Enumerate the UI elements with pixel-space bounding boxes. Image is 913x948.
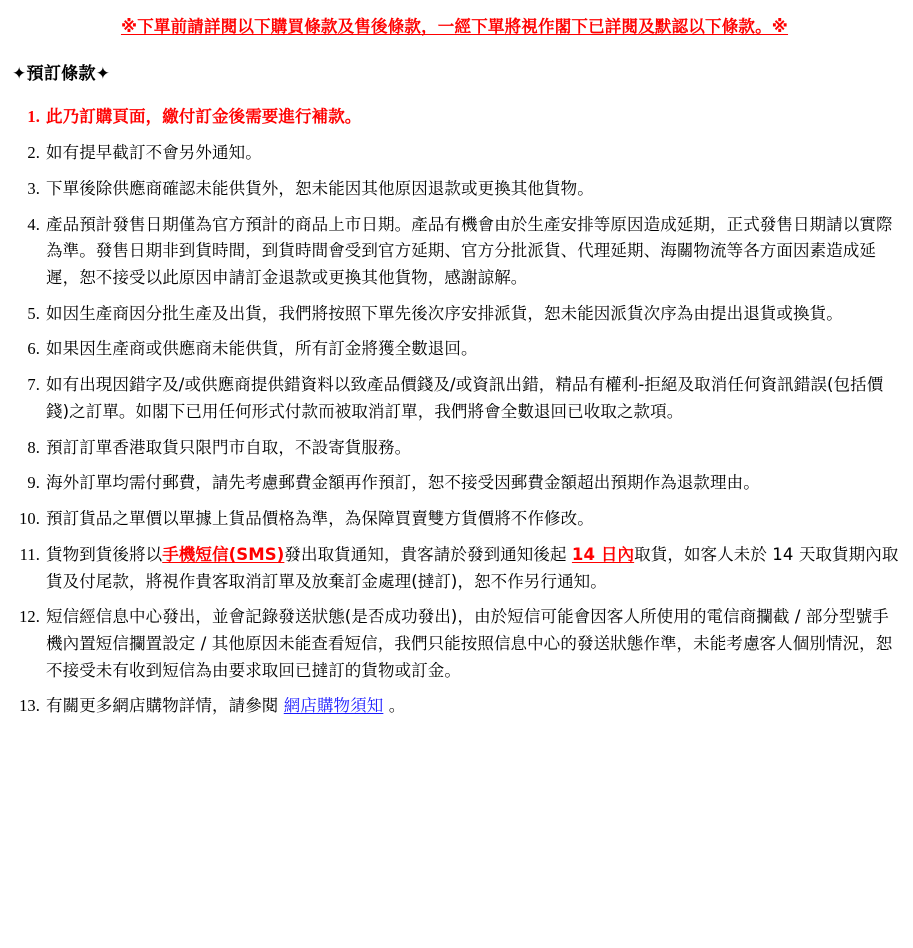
list-item-text: 如有提早截訂不會另外通知。	[46, 143, 262, 163]
list-item	[8, 176, 901, 203]
list-item-number: 3.	[27, 178, 40, 198]
list-item-text	[46, 696, 405, 715]
list-item-text: 短信經信息中心發出，並會記錄發送狀態(是否成功發出)，由於短信可能會因客人所使用的電信商攔截 / 部分型號手機內置短信攔置設定 / 其他原因未能查看短信，我們只能按照信息中心的發送狀態作準，未能考慮客人個別情況，恕不接受未有收到短信為由要求取回已撻訂的貨物或訂金。	[46, 607, 893, 680]
list-item	[8, 212, 901, 292]
list-item-text: 產品預計發售日期僅為官方預計的商品上市日期。產品有機會由於生產安排等原因造成延期，正式發售日期請以實際為準。發售日期非到貨時間，到貨時間會受到官方延期、官方分批派貨、代理延期、海關物流等各方面因素造成延遲，恕不接受以此原因申請訂金退款或更換其他貨物，感謝諒解。	[46, 214, 893, 288]
list-item-text: 下單後除供應商確認未能供貨外，恕未能因其他原因退款或更換其他貨物。	[46, 178, 594, 198]
list-item-text: 如有出現因錯字及/或供應商提供錯資料以致產品價錢及/或資訊出錯，精品有權利-拒絕及取消任何資訊錯誤(包括價錢)之訂單。如閣下已用任何形式付款而被取消訂單，我們將會全數退回已收取之款項。	[46, 375, 884, 421]
text-segment: 有關更多網店購物詳情，請參閱	[46, 696, 284, 716]
list-item	[8, 506, 901, 533]
list-item-number: 1.	[27, 107, 40, 127]
deadline-highlight: 14 日內	[571, 544, 635, 564]
list-item-number: 7.	[27, 375, 40, 395]
list-item-number: 11.	[19, 544, 40, 564]
list-item	[8, 336, 901, 363]
list-item-number: 8.	[27, 437, 40, 457]
list-item-text: 預訂訂單香港取貨只限門市自取，不設寄貨服務。	[46, 437, 412, 457]
list-item-text: 預訂貨品之單價以單據上貨品價格為準，為保障買賣雙方貨價將不作修改。	[46, 509, 594, 529]
list-item	[8, 140, 901, 167]
shopping-guide-link[interactable]: 網店購物須知	[283, 696, 384, 716]
text-segment: 發出取貨通知，貴客請於發到通知後起	[284, 544, 572, 564]
list-item-text	[46, 545, 898, 591]
list-item	[8, 604, 901, 684]
list-item-number: 12.	[19, 607, 40, 627]
list-item	[8, 470, 901, 497]
list-item	[8, 372, 901, 425]
list-item	[8, 542, 901, 595]
list-item-text: 海外訂單均需付郵費，請先考慮郵費金額再作預訂，恕不接受因郵費金額超出預期作為退款理由。	[46, 473, 760, 493]
list-item-text: 此乃訂購頁面，繳付訂金後需要進行補款。	[46, 107, 362, 127]
purchase-terms-banner	[8, 16, 901, 37]
list-item-text: 如果因生產商或供應商未能供貨，所有訂金將獲全數退回。	[46, 339, 478, 359]
list-item	[8, 435, 901, 462]
list-item-text: 如因生產商因分批生產及出貨，我們將按照下單先後次序安排派貨，恕未能因派貨次序為由提出退貨或換貨。	[46, 303, 843, 323]
text-segment: 。	[383, 696, 406, 716]
text-segment: 取貨，如客人未於 14 天取貨期內取貨及付尾款，將視作貴客取消訂單及放棄訂金處理(撻訂)，恕不作另行通知。	[46, 544, 899, 591]
list-item-number: 2.	[27, 143, 40, 163]
list-item-number: 4.	[27, 214, 40, 234]
list-item-number: 13.	[19, 696, 40, 716]
banner-text: ※下單前請詳閱以下購買條款及售後條款，一經下單將視作閣下已詳閱及默認以下條款。※	[120, 17, 789, 36]
list-item	[8, 301, 901, 328]
list-item	[8, 693, 901, 720]
sms-highlight: 手機短信(SMS)	[162, 544, 285, 564]
terms-list	[8, 104, 901, 720]
list-item	[8, 104, 901, 131]
list-item-number: 6.	[27, 339, 40, 359]
list-item-number: 9.	[27, 473, 40, 493]
page-title: ✦預訂條款✦	[12, 64, 111, 85]
text-segment: 貨物到貨後將以	[46, 544, 163, 564]
list-item-number: 5.	[27, 303, 40, 323]
list-item-number: 10.	[19, 509, 40, 529]
